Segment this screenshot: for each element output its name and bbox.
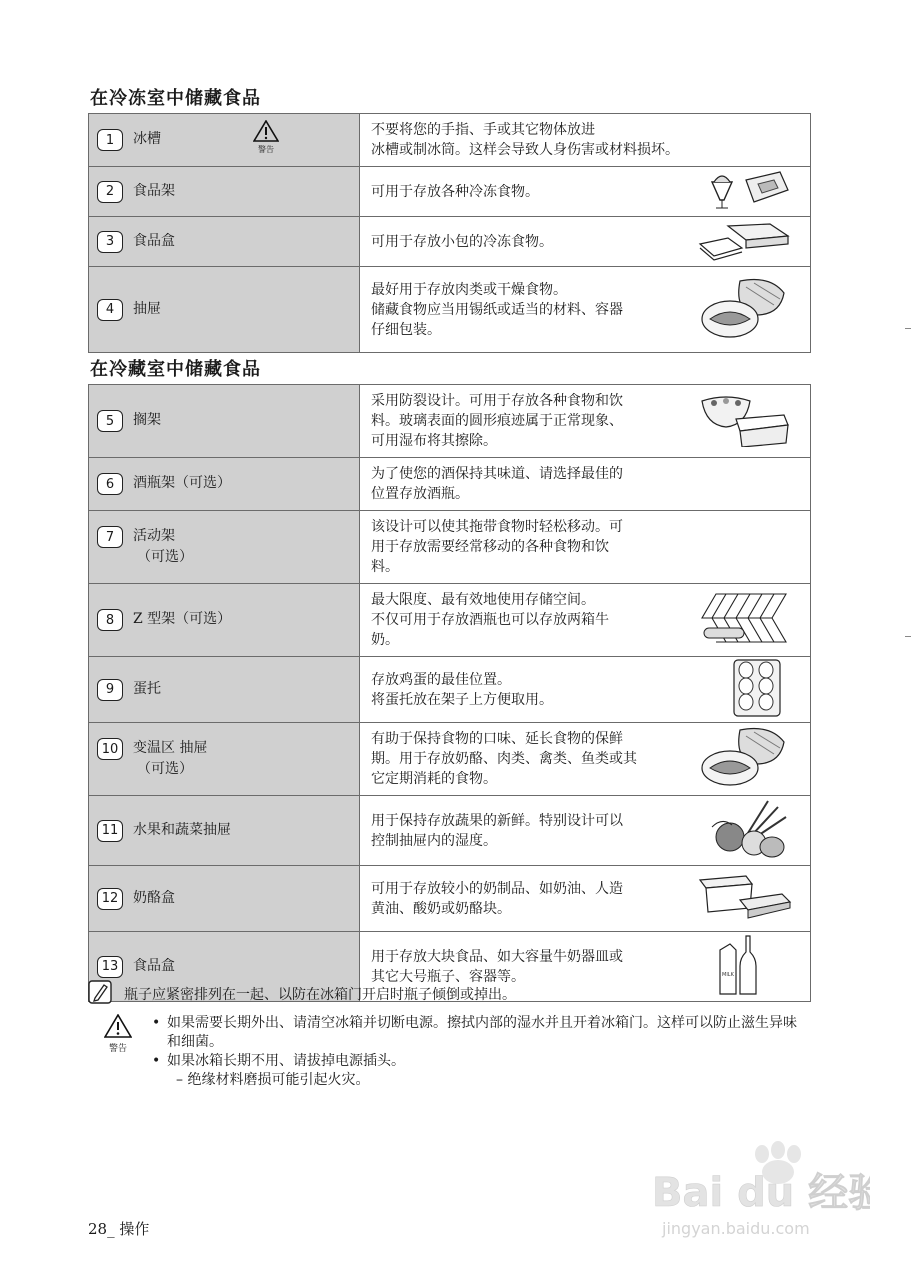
vegetables-icon xyxy=(708,797,792,865)
table-row xyxy=(89,511,811,584)
desc-line: 料。玻璃表面的圆形痕迹属于正常现象、 xyxy=(371,413,623,429)
item-name-cell xyxy=(89,167,360,217)
item-desc-cell xyxy=(360,796,811,866)
desc-line: 最大限度、最有效地使用存储空间。 xyxy=(371,592,595,608)
note-text: 瓶子应紧密排列在一起、以防在冰箱门开启时瓶子倾倒或掉出。 xyxy=(124,987,516,1003)
desc-line: 有助于保持食物的口味、延长食物的保鲜 xyxy=(371,731,623,747)
item-label: 食品盒 xyxy=(133,957,175,974)
item-desc-cell xyxy=(360,584,811,657)
item-number: 13 xyxy=(97,956,123,978)
item-label xyxy=(133,526,193,568)
item-desc-cell xyxy=(360,723,811,796)
item-desc-cell xyxy=(360,511,811,584)
item-name-cell xyxy=(89,511,360,584)
item-desc-cell xyxy=(360,458,811,511)
item-number: 3 xyxy=(97,231,123,253)
note-block xyxy=(88,980,516,1008)
item-name-cell xyxy=(89,458,360,511)
desc-line: 将蛋托放在架子上方便取用。 xyxy=(371,691,553,708)
watermark-brand: Bai du 经验 xyxy=(652,1170,870,1216)
desc-line: 控制抽屉内的湿度。 xyxy=(371,832,497,849)
desc-line: 奶。 xyxy=(371,632,399,648)
item-desc-cell xyxy=(360,217,811,267)
caution-item: • 如果冰箱长期不用、请拔掉电源插头。 xyxy=(150,1052,810,1071)
milk-label: MILK xyxy=(722,971,734,978)
fridge-section-title: 在冷藏室中储藏食品 xyxy=(90,359,261,380)
desc-line: 可用于存放较小的奶制品、如奶油、人造 xyxy=(371,880,623,897)
item-number: 9 xyxy=(97,679,123,701)
desc-line: 它定期消耗的食物。 xyxy=(371,771,497,787)
page-footer: 28_ 操作 xyxy=(88,1220,150,1238)
bottles-icon xyxy=(716,934,760,1000)
caution-subitem: – 绝缘材料磨损可能引起火灾。 xyxy=(176,1072,370,1088)
item-desc-cell xyxy=(360,385,811,458)
desc-line: 其它大号瓶子、容器等。 xyxy=(371,968,525,985)
desc-line: 用于存放大块食品、如大容量牛奶器皿或 xyxy=(371,948,623,965)
item-number: 1 xyxy=(97,129,123,151)
frozen-package-icon xyxy=(698,218,792,266)
item-number: 2 xyxy=(97,181,123,203)
desc-line: 最好用于存放肉类或干燥食物。 xyxy=(371,281,567,298)
item-label-line1: 变温区 抽屉 xyxy=(133,740,208,756)
table-row xyxy=(89,796,811,866)
item-label: 食品盒 xyxy=(133,232,175,249)
item-label: 食品架 xyxy=(133,182,175,199)
item-desc-cell xyxy=(360,114,811,167)
item-label xyxy=(133,738,207,780)
meat-fish-icon xyxy=(700,726,792,792)
item-label-line2: （可选） xyxy=(137,549,193,565)
desc-line: 期。用于存放奶酪、肉类、禽类、鱼类或其 xyxy=(371,751,637,767)
desc-line: 用于保持存放蔬果的新鲜。特别设计可以 xyxy=(371,812,623,829)
desc-line: 冰槽或制冰筒。这样会导致人身伤害或材料损坏。 xyxy=(371,142,679,158)
item-label: Z 型架（可选） xyxy=(133,611,232,627)
table-row xyxy=(89,723,811,796)
desc-line: 可用于存放小包的冷冻食物。 xyxy=(371,233,553,250)
table-row xyxy=(89,385,811,458)
desc-line: 可用于存放各种冷冻食物。 xyxy=(371,183,539,200)
item-desc-cell xyxy=(360,866,811,932)
item-name-cell xyxy=(89,584,360,657)
desc-line: 仔细包装。 xyxy=(371,321,441,338)
freezer-table xyxy=(88,113,811,353)
item-label: 冰槽 xyxy=(133,131,161,147)
item-name-cell xyxy=(89,385,360,458)
table-row xyxy=(89,267,811,353)
caution-item: • 如果需要长期外出、请清空冰箱并切断电源。擦拭内部的湿水并且开着冰箱门。这样可以防止滋生异味和细菌。 xyxy=(150,1014,810,1052)
item-label: 抽屉 xyxy=(133,300,161,317)
warning-label: 警告 xyxy=(258,145,274,154)
item-name-cell xyxy=(89,217,360,267)
item-label: 水果和蔬菜抽屉 xyxy=(133,821,231,838)
desc-line: 储藏食物应当用锡纸或适当的材料、容器 xyxy=(371,301,623,318)
table-row xyxy=(89,584,811,657)
item-label-line1: 活动架 xyxy=(133,528,175,544)
item-number: 12 xyxy=(97,888,123,910)
table-row xyxy=(89,217,811,267)
item-name-cell xyxy=(89,796,360,866)
table-row xyxy=(89,866,811,932)
freezer-section-title: 在冷冻室中储藏食品 xyxy=(90,88,261,109)
item-label: 搁架 xyxy=(133,412,161,428)
table-row xyxy=(89,114,811,167)
item-number: 8 xyxy=(97,609,123,631)
desc-line: 位置存放酒瓶。 xyxy=(371,486,469,502)
item-name-cell xyxy=(89,267,360,353)
item-label: 奶酪盒 xyxy=(133,889,175,906)
egg-tray-icon xyxy=(732,658,782,722)
item-desc-cell xyxy=(360,657,811,723)
item-number: 4 xyxy=(97,299,123,321)
note-icon xyxy=(88,980,112,1008)
desc-line: 存放鸡蛋的最佳位置。 xyxy=(371,671,511,688)
baidu-watermark xyxy=(650,1140,870,1240)
item-number: 6 xyxy=(97,473,123,495)
item-desc-cell xyxy=(360,167,811,217)
item-label: 酒瓶架（可选） xyxy=(133,475,231,491)
item-number: 11 xyxy=(97,820,123,842)
desc-line: 不要将您的手指、手或其它物体放进 xyxy=(371,122,595,138)
desc-line: 采用防裂设计。可用于存放各种食物和饮 xyxy=(371,393,623,409)
desc-line: 料。 xyxy=(371,559,399,575)
item-number: 10 xyxy=(97,738,123,760)
ice-cream-icon xyxy=(702,168,792,216)
dairy-box-icon xyxy=(696,872,792,926)
desc-line: 黄油、酸奶或奶酪块。 xyxy=(371,900,511,917)
edge-mark xyxy=(905,636,911,637)
desc-line: 可用湿布将其擦除。 xyxy=(371,433,497,449)
z-rack-icon xyxy=(696,588,792,652)
item-name-cell xyxy=(89,114,360,167)
desc-line: 用于存放需要经常移动的各种食物和饮 xyxy=(371,539,609,555)
item-name-cell xyxy=(89,866,360,932)
item-label-line2: （可选） xyxy=(137,761,193,777)
meat-fish-icon xyxy=(700,275,792,345)
desc-line: 该设计可以使其拖带食物时轻松移动。可 xyxy=(371,519,623,535)
watermark-url: jingyan.baidu.com xyxy=(662,1219,810,1238)
desc-line: 为了使您的酒保持其味道、请选择最佳的 xyxy=(371,466,623,482)
item-number: 5 xyxy=(97,410,123,432)
caution-list xyxy=(150,1014,810,1090)
item-name-cell xyxy=(89,657,360,723)
fridge-table xyxy=(88,384,811,1002)
table-row xyxy=(89,458,811,511)
warning-icon xyxy=(253,120,279,155)
item-number: 7 xyxy=(97,526,123,548)
item-name-cell xyxy=(89,723,360,796)
desc-line: 不仅可用于存放酒瓶也可以存放两箱牛 xyxy=(371,612,609,628)
salad-box-icon xyxy=(698,391,792,451)
table-row xyxy=(89,167,811,217)
edge-mark xyxy=(905,328,911,329)
caution-label: 警告 xyxy=(108,1044,127,1054)
warning-icon xyxy=(104,1014,132,1054)
item-label: 蛋托 xyxy=(133,680,161,697)
item-desc-cell xyxy=(360,267,811,353)
table-row xyxy=(89,657,811,723)
